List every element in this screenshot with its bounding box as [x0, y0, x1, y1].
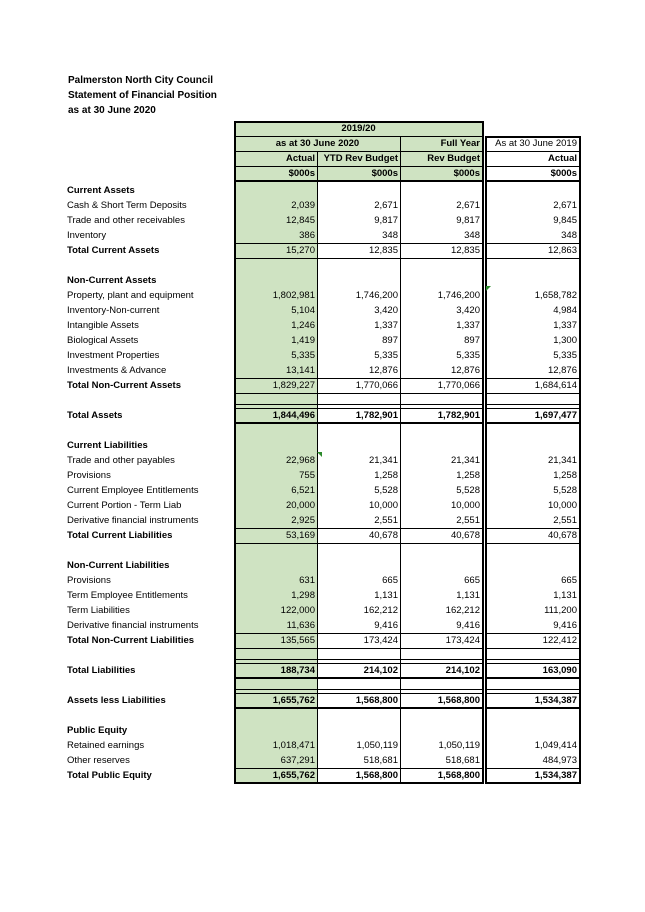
table-row: [67, 198, 579, 213]
total-top-rule: [317, 408, 400, 409]
value-cell: 40,678: [368, 530, 398, 541]
report-title-org: Palmerston North City Council: [68, 75, 214, 86]
value-cell: 12,845: [285, 215, 315, 226]
value-cell: 5,335: [456, 350, 480, 361]
table-row: [67, 603, 579, 618]
report-title-date: as at 30 June 2020: [68, 105, 156, 116]
header-actual: Actual: [285, 153, 315, 164]
value-cell: 5,335: [374, 350, 398, 361]
value-cell: 518,681: [445, 755, 480, 766]
value-cell: 1,770,066: [355, 380, 398, 391]
total-top-rule: [235, 243, 317, 244]
row-label: Retained earnings: [67, 740, 145, 751]
grand-total-rule: [400, 689, 482, 690]
section-heading-row: [67, 438, 579, 453]
value-cell: 15,270: [285, 245, 315, 256]
value-cell: 12,876: [368, 365, 398, 376]
table-row: [67, 468, 579, 483]
total-bottom-rule: [235, 677, 317, 679]
row-label: Current Assets: [67, 185, 135, 196]
value-cell: 11,636: [286, 620, 315, 631]
section-heading-row: [67, 183, 579, 198]
total-top-rule: [485, 378, 580, 379]
value-cell: 9,845: [553, 215, 577, 226]
total-bottom-rule: [400, 543, 482, 544]
value-cell: 1,050,119: [356, 740, 398, 751]
value-cell: 2,671: [456, 200, 480, 211]
value-cell: 214,102: [445, 665, 480, 676]
header-unit-actual: $000s: [288, 168, 315, 179]
value-cell: 484,973: [542, 755, 577, 766]
total-top-rule: [235, 378, 317, 379]
row-label: Inventory-Non-current: [67, 305, 160, 316]
value-cell: 6,521: [291, 485, 315, 496]
total-top-rule: [235, 768, 317, 769]
table-row: [67, 483, 579, 498]
value-cell: 4,984: [553, 305, 577, 316]
table-row: [67, 228, 579, 243]
grand-total-rule: [485, 404, 580, 405]
total-bottom-rule: [235, 543, 317, 544]
row-label: Total Non-Current Assets: [67, 380, 182, 391]
value-cell: 173,424: [445, 635, 480, 646]
table-row: [67, 348, 579, 363]
row-label: Total Current Assets: [67, 245, 160, 256]
total-top-rule: [317, 693, 400, 694]
total-bottom-rule: [400, 707, 482, 709]
value-cell: 53,169: [285, 530, 315, 541]
value-cell: 1,568,800: [437, 770, 480, 781]
row-label: Total Non-Current Liabilities: [67, 635, 195, 646]
value-cell: 1,258: [553, 470, 577, 481]
total-bottom-rule: [485, 258, 580, 259]
table-row: [67, 663, 579, 678]
total-top-rule: [400, 243, 482, 244]
total-top-rule: [485, 243, 580, 244]
value-cell: 1,655,762: [272, 770, 315, 781]
total-bottom-rule: [317, 782, 400, 784]
spacer-row: [67, 678, 579, 693]
row-label: Derivative financial instruments: [67, 515, 199, 526]
total-top-rule: [235, 633, 317, 634]
value-cell: 173,424: [363, 635, 398, 646]
header-unit-ytd: $000s: [371, 168, 398, 179]
value-cell: 40,678: [547, 530, 577, 541]
value-cell: 9,817: [374, 215, 398, 226]
total-bottom-rule: [235, 648, 317, 649]
table-row: [67, 498, 579, 513]
row-label: Biological Assets: [67, 335, 139, 346]
row-label: Trade and other receivables: [67, 215, 185, 226]
value-cell: 12,876: [450, 365, 480, 376]
value-cell: 665: [382, 575, 398, 586]
table-row: [67, 453, 579, 468]
grand-total-rule: [317, 404, 400, 405]
value-cell: 665: [464, 575, 480, 586]
total-top-rule: [317, 633, 400, 634]
value-cell: 122,000: [280, 605, 315, 616]
total-top-rule: [400, 768, 482, 769]
total-bottom-rule: [485, 422, 580, 424]
row-label: Total Public Equity: [67, 770, 152, 781]
value-cell: 2,551: [374, 515, 398, 526]
table-row: [67, 693, 579, 708]
value-cell: 1,298: [291, 590, 315, 601]
value-cell: 12,835: [368, 245, 398, 256]
value-cell: 897: [464, 335, 480, 346]
value-cell: 13,141: [285, 365, 315, 376]
total-top-rule: [400, 528, 482, 529]
row-label: Provisions: [67, 470, 111, 481]
row-label: Provisions: [67, 575, 111, 586]
value-cell: 1,782,901: [437, 410, 480, 421]
total-bottom-rule: [235, 782, 317, 784]
value-cell: 1,018,471: [272, 740, 315, 751]
total-bottom-rule: [485, 648, 580, 649]
spacer-row: [67, 708, 579, 723]
total-bottom-rule: [400, 782, 482, 784]
total-top-rule: [400, 408, 482, 409]
value-cell: 1,684,614: [534, 380, 577, 391]
row-label: Assets less Liabilities: [67, 695, 166, 706]
spacer-row: [67, 543, 579, 558]
section-heading-row: [67, 273, 579, 288]
value-cell: 188,734: [280, 665, 315, 676]
table-row: [67, 753, 579, 768]
value-cell: 3,420: [374, 305, 398, 316]
total-bottom-rule: [317, 677, 400, 679]
table-row: [67, 213, 579, 228]
total-bottom-rule: [400, 648, 482, 649]
value-cell: 1,049,414: [534, 740, 577, 751]
value-cell: 5,335: [553, 350, 577, 361]
value-cell: 10,000: [368, 500, 398, 511]
total-top-rule: [317, 528, 400, 529]
value-cell: 1,770,066: [437, 380, 480, 391]
grand-total-rule: [400, 659, 482, 660]
value-cell: 10,000: [547, 500, 577, 511]
table-row: [67, 768, 579, 783]
total-bottom-rule: [317, 707, 400, 709]
row-label: Total Assets: [67, 410, 123, 421]
table-row: [67, 573, 579, 588]
total-top-rule: [485, 408, 580, 409]
value-cell: 2,039: [291, 200, 315, 211]
value-cell: 1,534,387: [534, 770, 577, 781]
total-bottom-rule: [400, 422, 482, 424]
value-cell: 20,000: [285, 500, 315, 511]
header-ytd-budget: YTD Rev Budget: [323, 153, 398, 164]
value-cell: 1,746,200: [355, 290, 398, 301]
table-row: [67, 633, 579, 648]
row-label: Trade and other payables: [67, 455, 175, 466]
value-cell: 9,416: [374, 620, 398, 631]
row-label: Intangible Assets: [67, 320, 139, 331]
total-bottom-rule: [485, 782, 580, 784]
value-cell: 5,528: [456, 485, 480, 496]
table-row: [67, 528, 579, 543]
value-cell: 5,528: [553, 485, 577, 496]
value-cell: 1,782,901: [355, 410, 398, 421]
value-cell: 1,829,227: [272, 380, 315, 391]
row-label: Property, plant and equipment: [67, 290, 194, 301]
value-cell: 21,341: [450, 455, 480, 466]
total-bottom-rule: [485, 677, 580, 679]
row-label: Current Liabilities: [67, 440, 148, 451]
value-cell: 348: [382, 230, 398, 241]
value-cell: 518,681: [363, 755, 398, 766]
table-row: [67, 318, 579, 333]
total-top-rule: [235, 663, 317, 664]
value-cell: 22,968: [285, 455, 315, 466]
value-cell: 163,090: [542, 665, 577, 676]
total-bottom-rule: [317, 543, 400, 544]
total-top-rule: [485, 693, 580, 694]
row-label: Term Liabilities: [67, 605, 130, 616]
value-cell: 1,534,387: [534, 695, 577, 706]
section-heading-row: [67, 723, 579, 738]
value-cell: 665: [561, 575, 577, 586]
total-bottom-rule: [485, 393, 580, 394]
total-bottom-rule: [235, 422, 317, 424]
value-cell: 3,420: [456, 305, 480, 316]
table-row: [67, 378, 579, 393]
grand-total-rule: [400, 404, 482, 405]
value-cell: 2,671: [374, 200, 398, 211]
value-cell: 162,212: [363, 605, 398, 616]
row-label: Inventory: [67, 230, 107, 241]
value-cell: 1,131: [553, 590, 577, 601]
value-cell: 1,697,477: [534, 410, 577, 421]
value-cell: 1,568,800: [437, 695, 480, 706]
value-cell: 5,104: [291, 305, 315, 316]
value-cell: 1,568,800: [355, 695, 398, 706]
value-cell: 1,131: [456, 590, 480, 601]
total-bottom-rule: [400, 258, 482, 259]
row-label: Term Employee Entitlements: [67, 590, 188, 601]
value-cell: 1,337: [374, 320, 398, 331]
value-cell: 135,565: [280, 635, 315, 646]
total-bottom-rule: [235, 393, 317, 394]
header-full-year: Full Year: [440, 138, 480, 149]
table-row: [67, 738, 579, 753]
row-label: Investments & Advance: [67, 365, 167, 376]
total-bottom-rule: [317, 422, 400, 424]
row-label: Current Portion - Term Liab: [67, 500, 182, 511]
header-unit-rev: $000s: [453, 168, 480, 179]
total-bottom-rule: [485, 707, 580, 709]
value-cell: 2,925: [291, 515, 315, 526]
value-cell: 9,817: [456, 215, 480, 226]
value-cell: 1,300: [553, 335, 577, 346]
header-prior-year: As at 30 June 2019: [495, 138, 577, 149]
row-label: Other reserves: [67, 755, 130, 766]
row-label: Derivative financial instruments: [67, 620, 199, 631]
grand-total-rule: [485, 659, 580, 660]
value-cell: 162,212: [445, 605, 480, 616]
value-cell: 214,102: [363, 665, 398, 676]
table-row: [67, 363, 579, 378]
value-cell: 12,876: [547, 365, 577, 376]
table-row: [67, 588, 579, 603]
row-label: Public Equity: [67, 725, 128, 736]
total-top-rule: [317, 663, 400, 664]
value-cell: 631: [299, 575, 315, 586]
total-top-rule: [400, 663, 482, 664]
total-bottom-rule: [317, 258, 400, 259]
value-cell: 40,678: [450, 530, 480, 541]
value-cell: 21,341: [368, 455, 398, 466]
total-top-rule: [317, 378, 400, 379]
value-cell: 1,658,782: [534, 290, 577, 301]
table-row: [67, 288, 579, 303]
total-top-rule: [400, 633, 482, 634]
value-cell: 1,655,762: [272, 695, 315, 706]
value-cell: 1,337: [553, 320, 577, 331]
header-rev-budget: Rev Budget: [427, 153, 480, 164]
total-top-rule: [485, 768, 580, 769]
total-top-rule: [485, 663, 580, 664]
total-top-rule: [317, 243, 400, 244]
header-unit-prior: $000s: [550, 168, 577, 179]
value-cell: 1,258: [374, 470, 398, 481]
table-row: [67, 618, 579, 633]
value-cell: 21,341: [547, 455, 577, 466]
total-top-rule: [400, 693, 482, 694]
value-cell: 897: [382, 335, 398, 346]
grand-total-rule: [235, 404, 317, 405]
row-label: Total Liabilities: [67, 665, 136, 676]
total-top-rule: [235, 693, 317, 694]
value-cell: 12,863: [547, 245, 577, 256]
total-top-rule: [400, 378, 482, 379]
total-bottom-rule: [235, 258, 317, 259]
value-cell: 1,131: [374, 590, 398, 601]
table-row: [67, 408, 579, 423]
value-cell: 12,835: [450, 245, 480, 256]
total-bottom-rule: [317, 648, 400, 649]
total-bottom-rule: [317, 393, 400, 394]
value-cell: 1,246: [291, 320, 315, 331]
section-heading-row: [67, 558, 579, 573]
spacer-row: [67, 423, 579, 438]
grand-total-rule: [317, 689, 400, 690]
spacer-row: [67, 393, 579, 408]
value-cell: 386: [299, 230, 315, 241]
value-cell: 637,291: [280, 755, 315, 766]
value-cell: 1,258: [456, 470, 480, 481]
header-prior-actual: Actual: [547, 153, 577, 164]
value-cell: 10,000: [450, 500, 480, 511]
value-cell: 9,416: [456, 620, 480, 631]
value-cell: 9,416: [553, 620, 577, 631]
row-label: Investment Properties: [67, 350, 160, 361]
value-cell: 111,200: [544, 605, 577, 616]
total-top-rule: [485, 528, 580, 529]
value-cell: 1,419: [291, 335, 315, 346]
table-row: [67, 333, 579, 348]
spacer-row: [67, 648, 579, 663]
total-top-rule: [485, 633, 580, 634]
total-top-rule: [235, 408, 317, 409]
header-period: as at 30 June 2020: [275, 138, 360, 149]
value-cell: 1,050,119: [438, 740, 480, 751]
value-cell: 755: [299, 470, 315, 481]
grand-total-rule: [235, 689, 317, 690]
row-label: Current Employee Entitlements: [67, 485, 199, 496]
report-title-statement: Statement of Financial Position: [68, 90, 217, 101]
total-top-rule: [235, 528, 317, 529]
value-cell: 1,746,200: [437, 290, 480, 301]
value-cell: 5,335: [291, 350, 315, 361]
total-bottom-rule: [400, 677, 482, 679]
row-label: Non-Current Assets: [67, 275, 157, 286]
table-row: [67, 303, 579, 318]
table-row: [67, 513, 579, 528]
value-cell: 348: [561, 230, 577, 241]
value-cell: 5,528: [374, 485, 398, 496]
grand-total-rule: [235, 659, 317, 660]
total-top-rule: [317, 768, 400, 769]
value-cell: 1,802,981: [272, 290, 315, 301]
value-cell: 1,337: [456, 320, 480, 331]
total-bottom-rule: [235, 707, 317, 709]
value-cell: 1,844,496: [272, 410, 315, 421]
value-cell: 348: [464, 230, 480, 241]
row-label: Non-Current Liabilities: [67, 560, 170, 571]
value-cell: 2,551: [456, 515, 480, 526]
value-cell: 122,412: [542, 635, 577, 646]
total-bottom-rule: [400, 393, 482, 394]
grand-total-rule: [485, 689, 580, 690]
header-group-2019-20: 2019/20: [341, 123, 376, 134]
table-row: [67, 243, 579, 258]
grand-total-rule: [317, 659, 400, 660]
total-bottom-rule: [485, 543, 580, 544]
row-label: Total Current Liabilities: [67, 530, 173, 541]
value-cell: 1,568,800: [355, 770, 398, 781]
row-label: Cash & Short Term Deposits: [67, 200, 187, 211]
spacer-row: [67, 258, 579, 273]
value-cell: 2,671: [553, 200, 577, 211]
value-cell: 2,551: [553, 515, 577, 526]
